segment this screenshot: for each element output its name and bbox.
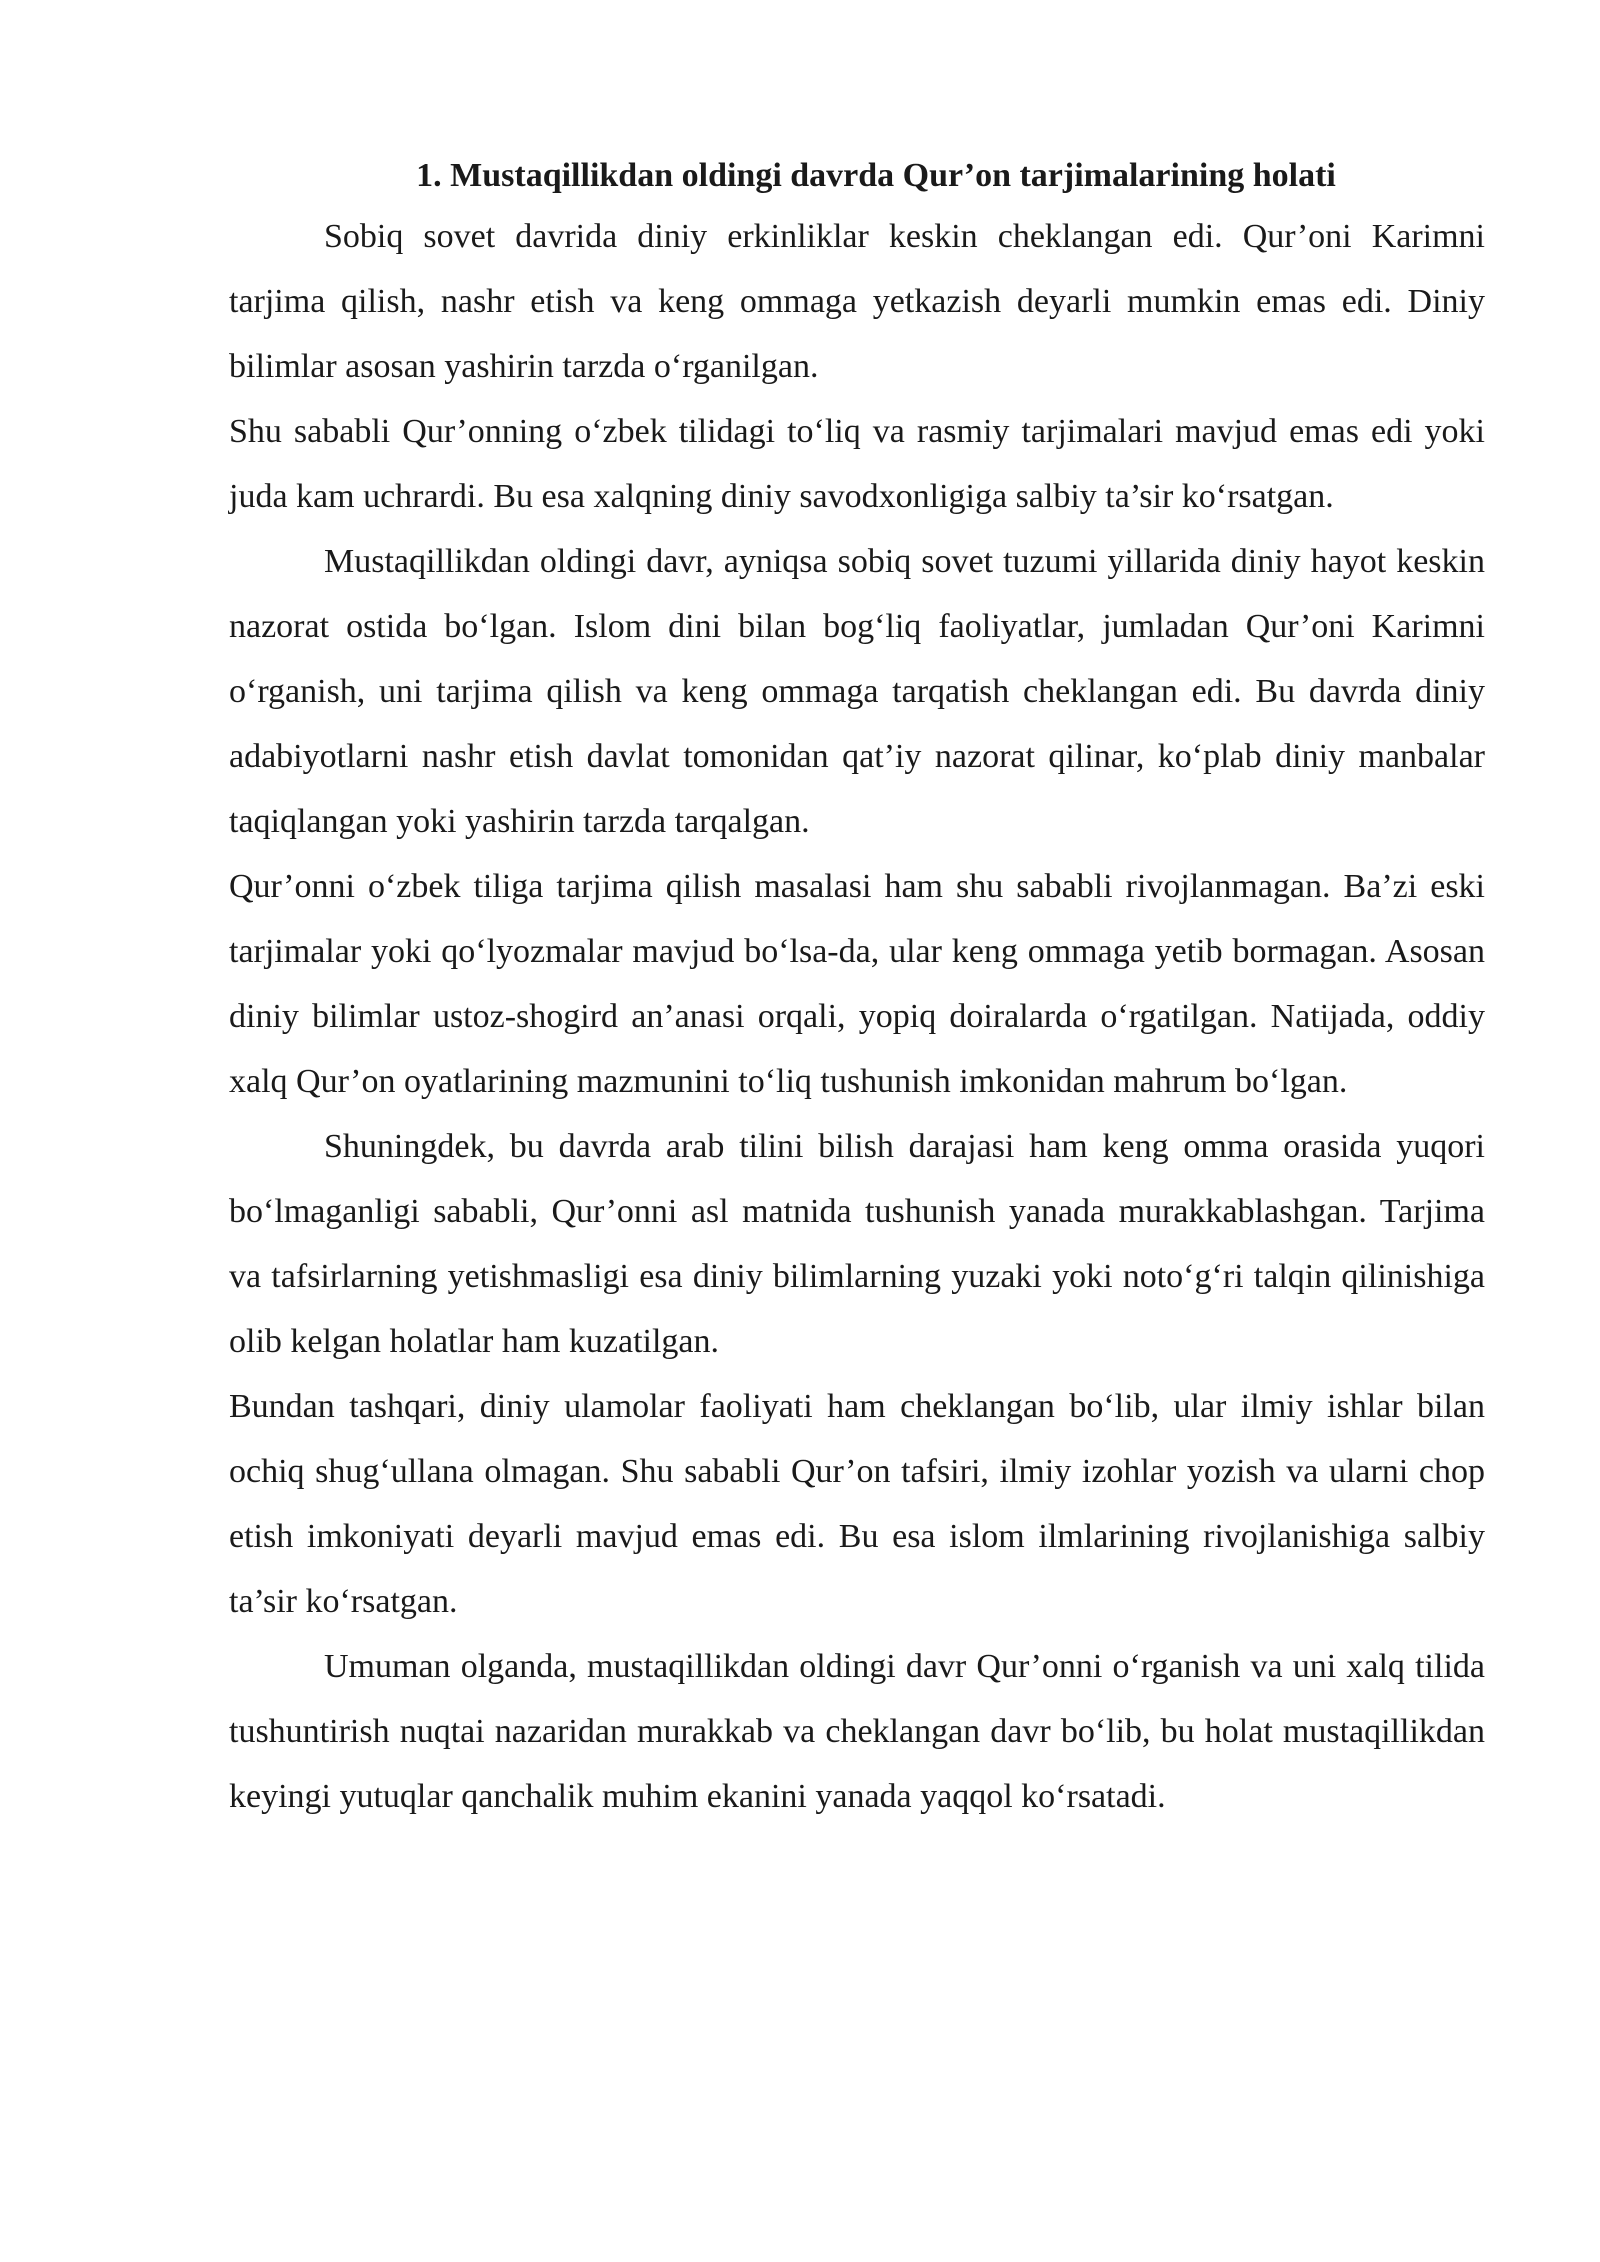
paragraph-6: Bundan tashqari, diniy ulamolar faoliyati ham cheklangan bo‘lib, ular ilmiy ishlar bilan ochiq shug‘ullana olmagan. Shu sababli Qur’on tafsiri, ilmiy izohlar yozish va ularni chop etish imkoniyati deyarli mavjud emas edi. Bu esa islom ilmlarining rivojlanishiga salbiy ta’sir ko‘rsatgan.: [229, 1388, 1485, 1620]
paragraph-5: Shuningdek, bu davrda arab tilini bilish darajasi ham keng omma orasida yuqori bo‘lmaganligi sababli, Qur’onni asl matnida tushunish yanada murakkablashgan. Tarjima va tafsirlarning yetishmasligi esa diniy bilimlarning yuzaki yoki noto‘g‘ri talqin qilinishiga olib kelgan holatlar ham kuzatilgan.: [229, 1128, 1485, 1360]
paragraph-3: Mustaqillikdan oldingi davr, ayniqsa sobiq sovet tuzumi yillarida diniy hayot keskin nazorat ostida bo‘lgan. Islom dini bilan bog‘liq faoliyatlar, jumladan Qur’oni Karimni o‘rganish, uni tarjima qilish va keng ommaga tarqatish cheklangan edi. Bu davrda diniy adabiyotlarni nashr etish davlat tomonidan qat’iy nazorat qilinar, ko‘plab diniy manbalar taqiqlangan yoki yashirin tarzda tarqalgan.: [229, 543, 1485, 840]
paragraph-2: Shu sababli Qur’onning o‘zbek tilidagi to‘liq va rasmiy tarjimalari mavjud emas edi yoki juda kam uchrardi. Bu esa xalqning diniy savodxonligiga salbiy ta’sir ko‘rsatgan.: [229, 413, 1485, 515]
paragraph-4: Qur’onni o‘zbek tiliga tarjima qilish masalasi ham shu sababli rivojlanmagan. Ba’zi eski tarjimalar yoki qo‘lyozmalar mavjud bo‘lsa-da, ular keng ommaga yetib bormagan. Asosan diniy bilimlar ustoz-shogird an’anasi orqali, yopiq doiralarda o‘rgatilgan. Natijada, oddiy xalq Qur’on oyatlarining mazmunini to‘liq tushunish imkonidan mahrum bo‘lgan.: [229, 868, 1485, 1100]
document-body: [229, 148, 1485, 1829]
section-heading: 1. Mustaqillikdan oldingi davrda Qur’on tarjimalarining holati: [416, 157, 1336, 194]
paragraph-7: Umuman olganda, mustaqillikdan oldingi davr Qur’onni o‘rganish va uni xalq tilida tushuntirish nuqtai nazaridan murakkab va cheklangan davr bo‘lib, bu holat mustaqillikdan keyingi yutuqlar qanchalik muhim ekanini yanada yaqqol ko‘rsatadi.: [229, 1648, 1485, 1815]
paragraph-1: Sobiq sovet davrida diniy erkinliklar keskin cheklangan edi. Qur’oni Karimni tarjima qilish, nashr etish va keng ommaga yetkazish deyarli mumkin emas edi. Diniy bilimlar asosan yashirin tarzda o‘rganilgan.: [229, 218, 1485, 385]
